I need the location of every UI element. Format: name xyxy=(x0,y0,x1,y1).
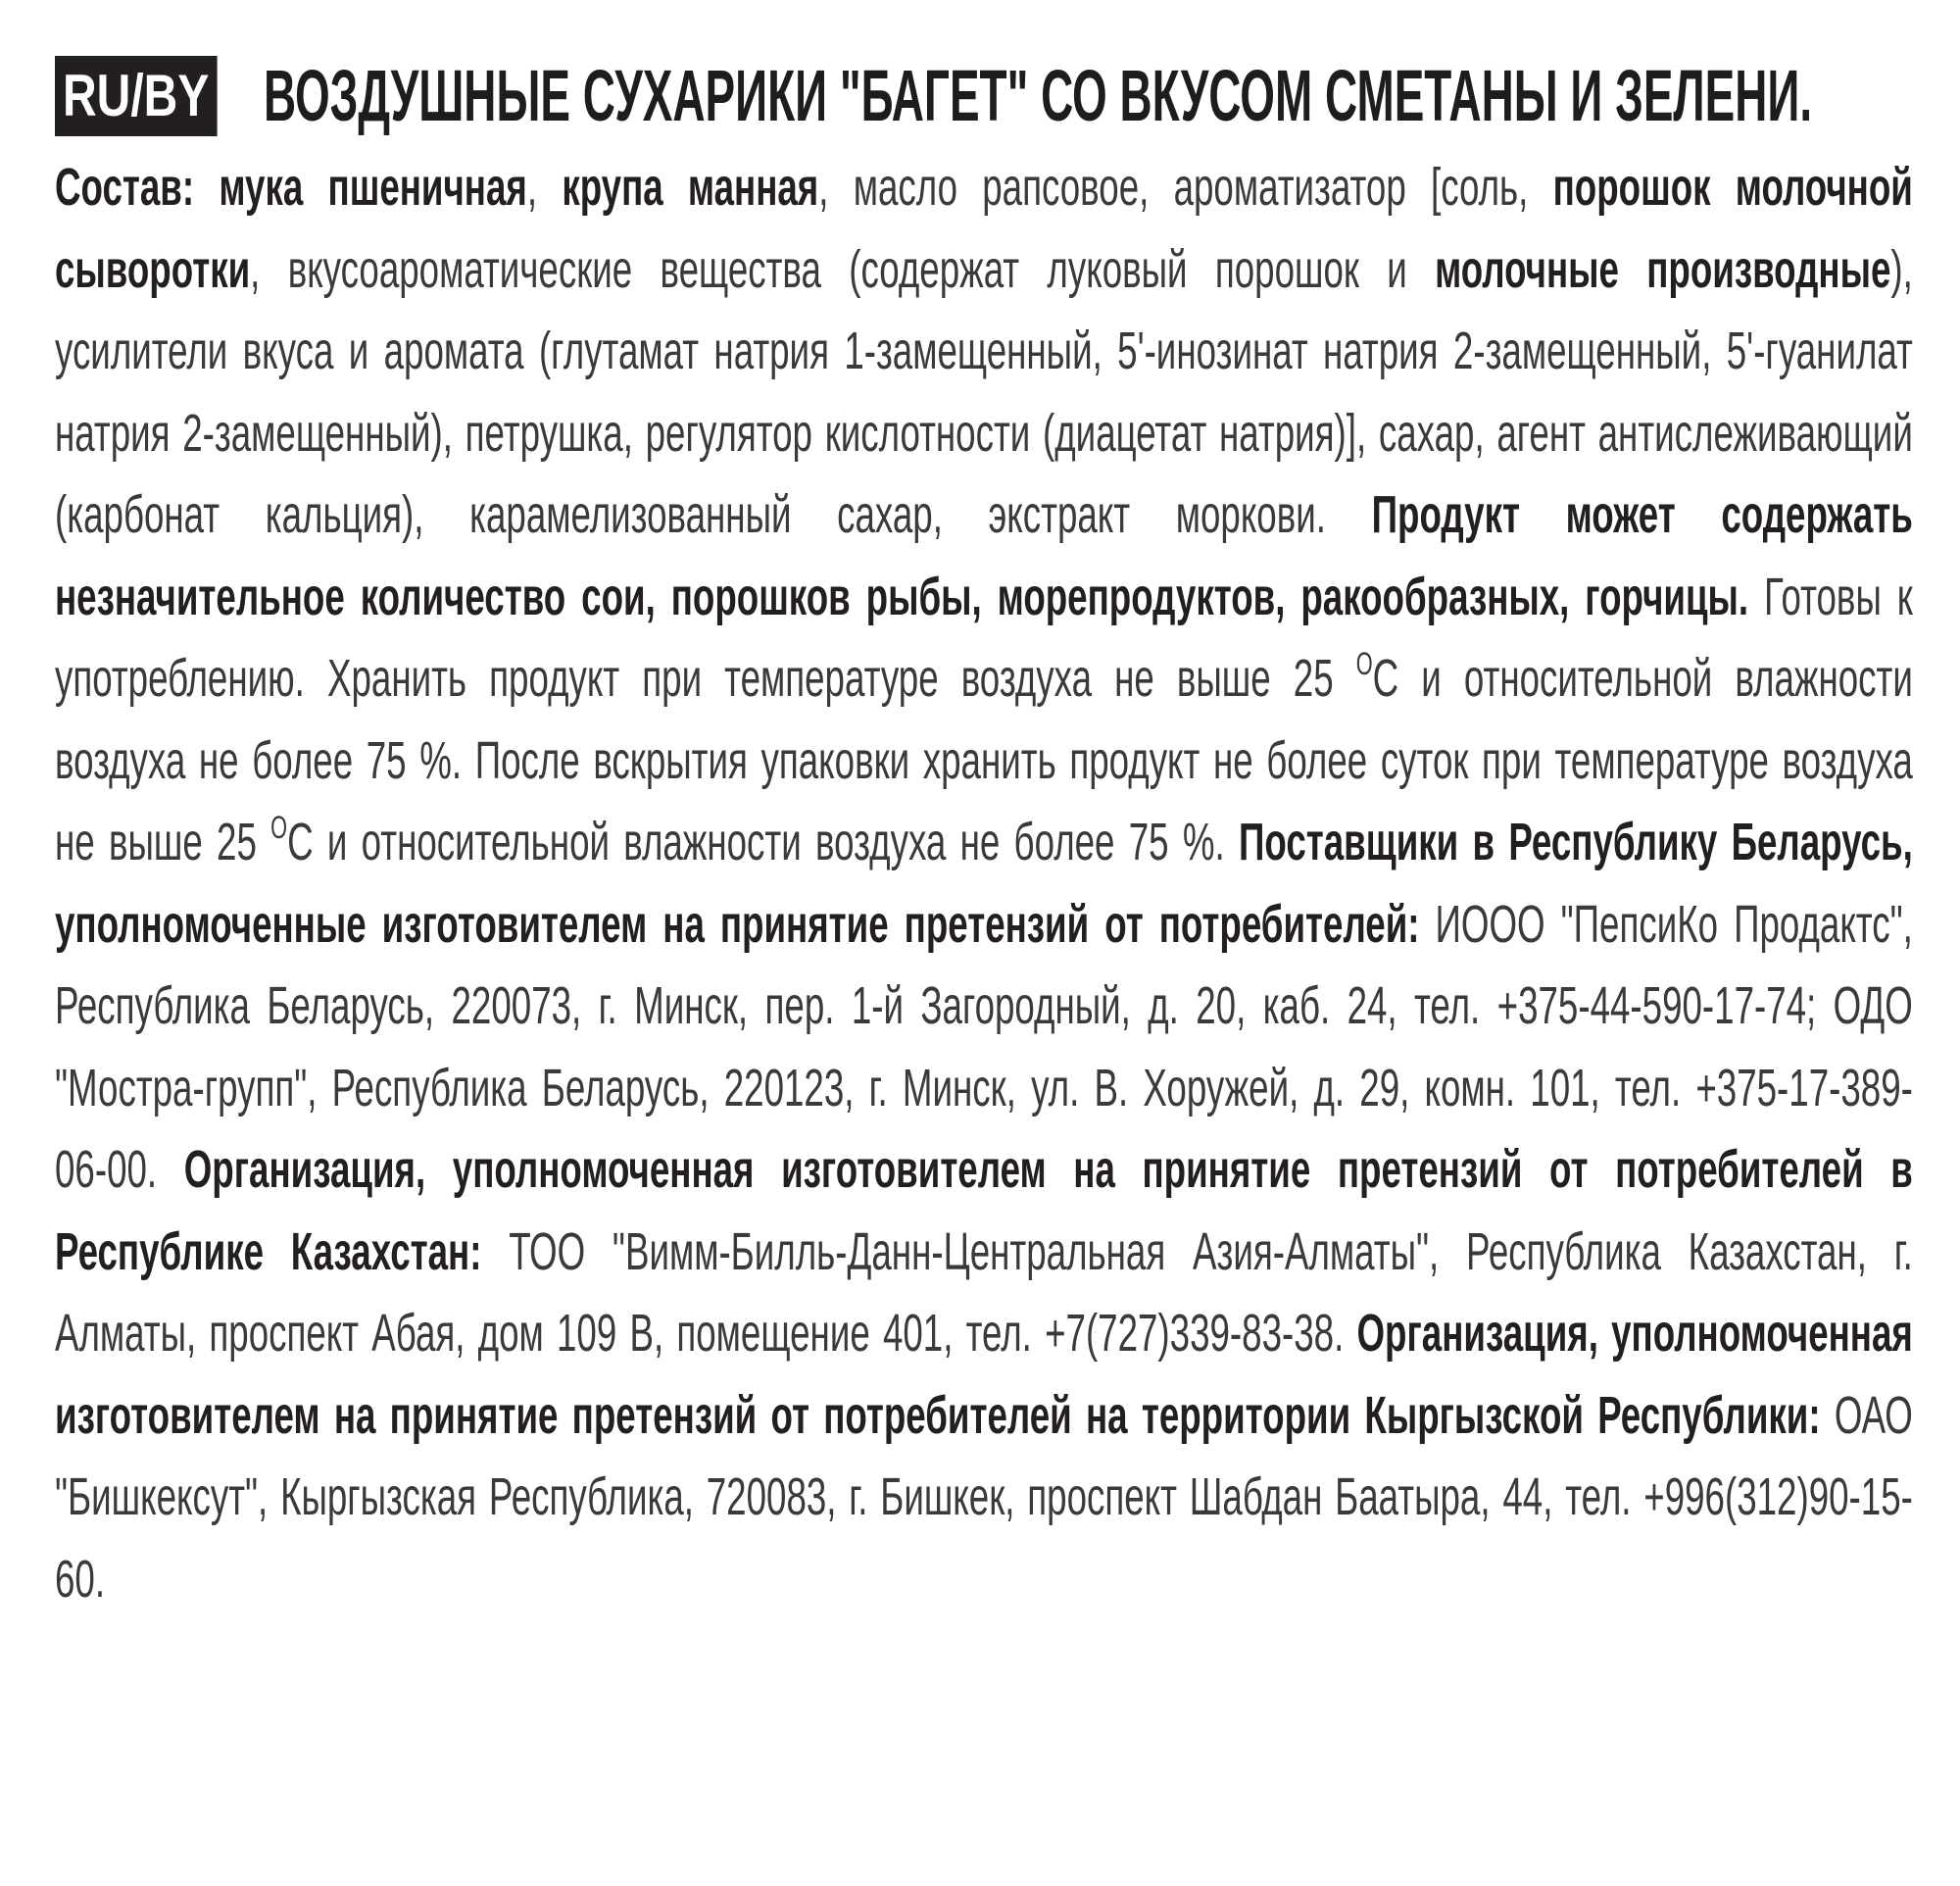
composition-text: , масло рапсовое, ароматизатор [соль, xyxy=(818,158,1529,217)
product-label xyxy=(55,51,1913,1620)
ingredient-allergen-whey: порошок молочной сыворотки xyxy=(55,158,1913,299)
composition-label: Состав: xyxy=(55,158,195,217)
label-body xyxy=(55,147,1913,1620)
ingredient-allergen-semolina: крупа манная xyxy=(562,158,819,217)
storage-text: C и относительной влажности воздуха не более 75 %. xyxy=(287,813,1225,871)
storage-text: C и относительной влажности воздуха не более 75 %. После вскрытия упаковки хранить продукт не более суток при температуре воздуха не выше 25 xyxy=(55,649,1913,871)
kyrgyzstan-organization: ОАО "Бишкексут", Кыргызская Республика, 720083, г. Бишкек, проспект Шабдан Баатыра, 44, тел. +996(312)90-15-60. xyxy=(55,1385,1913,1609)
ingredient-allergen-wheat: мука пшеничная xyxy=(219,158,527,217)
allergen-warning: Продукт может содержать незначительное количество сои, порошков рыбы, морепродуктов, ракообразных, горчицы. xyxy=(55,485,1913,626)
composition-text: , xyxy=(526,158,538,217)
storage-text: Хранить продукт при температуре воздуха не выше 25 xyxy=(326,649,1334,708)
product-title: ВОЗДУШНЫЕ СУХАРИКИ "БАГЕТ" СО ВКУСОМ СМЕТАНЫ И ЗЕЛЕНИ. xyxy=(263,55,1812,136)
degree-mark: O xyxy=(1355,646,1373,681)
kyrgyzstan-heading: Организация, уполномоченная изготовителем на принятие претензий от потребителей на территории Кыргызской Республики: xyxy=(55,1304,1913,1445)
storage-ready: Готовы к употреблению. xyxy=(55,567,1913,708)
belarus-suppliers: ИООО "ПепсиКо Продактс", Республика Беларусь, 220073, г. Минск, пер. 1-й Загородный, д. 20, каб. 24, тел. +375-44-590-17-74; ОДО "Мостра-групп", Республика Беларусь, 220123, г. Минск, ул. В. Хоружей, д. 29, комн. 101, тел. +375-17-389-06-00. xyxy=(55,894,1913,1199)
composition-text: , вкусоароматические вещества (содержат луковый порошок и xyxy=(250,239,1407,299)
language-badge: RU/BY xyxy=(55,56,217,136)
title-row xyxy=(55,51,1913,141)
kazakhstan-organization: ТОО "Вимм-Билль-Данн-Центральная Азия-Алматы", Республика Казахстан, г. Алматы, проспект Абая, дом 109 В, помещение 401, тел. +7(727)339-83-38. xyxy=(55,1221,1913,1363)
ingredient-allergen-milk: молочные производные xyxy=(1435,239,1891,299)
kazakhstan-heading: Организация, уполномоченная изготовителем на принятие претензий от потребителей в Республике Казахстан: xyxy=(55,1140,1913,1281)
degree-mark: O xyxy=(270,810,288,845)
belarus-heading: Поставщики в Республику Беларусь, уполномоченные изготовителем на принятие претензий от потребителей: xyxy=(55,813,1913,954)
composition-text: ), усилители вкуса и аромата (глутамат натрия 1-замещенный, 5'-инозинат натрия 2-замещенный, 5'-гуанилат натрия 2-замещенный), петрушка, регулятор кислотности (диацетат натрия)], сахар, агент антислеживающий (карбонат кальция), карамелизованный сахар, экстракт моркови. xyxy=(55,239,1913,544)
